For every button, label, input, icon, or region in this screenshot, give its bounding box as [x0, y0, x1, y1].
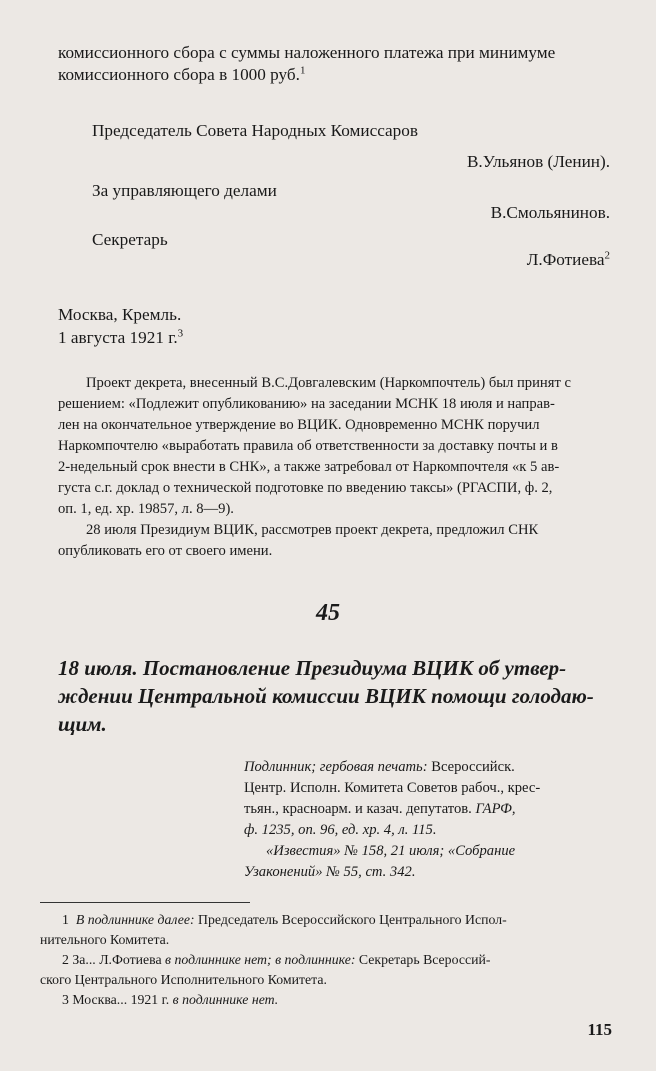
text-line: лен на окончательное утверждение во ВЦИК. Одновременно МСНК поручил: [58, 417, 540, 433]
source-line: «Известия» № 158, 21 июля; «Собрание: [266, 843, 516, 859]
place: Москва, Кремль.: [58, 305, 182, 324]
text-line: Проект декрета, внесенный В.С.Довгалевским (Наркомпочтель) был принят с: [86, 375, 571, 391]
chairman-name: В.Ульянов (Ленин).: [466, 152, 610, 171]
source-line: ф. 1235, оп. 96, ед. хр. 4, л. 115.: [244, 822, 437, 838]
footnote-line: [40, 950, 612, 970]
document-number: 45: [316, 600, 340, 626]
text-line: комиссионного сбора с суммы наложенного платежа при минимуме: [58, 43, 556, 62]
footnote-line: ского Центрального Исполнительного Комитета.: [40, 972, 327, 987]
top-continuation: [58, 42, 608, 86]
footnote-ref: 2: [604, 249, 610, 262]
footnote-text: Секретарь Всероссий-: [355, 952, 491, 967]
text-line: оп. 1, ед. хр. 19857, л. 8—9).: [58, 501, 234, 517]
text-line: 28 июля Президиум ВЦИК, рассмотрев проект декрета, предложил СНК: [86, 522, 539, 538]
footnote-text: Председатель Всероссийского Центрального Испол-: [194, 912, 507, 927]
footnote-line: [40, 990, 612, 1010]
source-note: [244, 757, 612, 883]
footnote-text: За... Л.Фотиева: [68, 952, 162, 967]
date: 1 августа 1921 г.: [58, 328, 178, 347]
commentary-paragraph-2: [58, 520, 608, 562]
source-archival-label: Подлинник; гербовая печать:: [244, 759, 428, 775]
secretary-title: Секретарь: [92, 230, 168, 249]
secretary-signature: [527, 250, 610, 270]
title-line: щим.: [58, 712, 107, 736]
title-line: ждении Центральной комиссии ВЦИК помощи голодаю-: [58, 684, 594, 708]
text-line: густа с.г. доклад о технической подготовке по введению таксы» (РГАСПИ, ф. 2,: [58, 480, 553, 496]
source-line: [244, 757, 612, 778]
text-line: [58, 64, 608, 86]
footnote-number: 1: [62, 912, 69, 927]
source-line: Центр. Исполн. Комитета Советов рабоч., крес-: [244, 780, 541, 796]
text-line: решением: «Подлежит опубликованию» на заседании МСНК 18 июля и направ-: [58, 396, 555, 412]
commentary-paragraph-1: [58, 373, 608, 520]
document-title: [58, 654, 618, 738]
footnote-italic: в подлиннике нет; в подлиннике:: [161, 952, 356, 967]
chairman-title: Председатель Совета Народных Комиссаров: [92, 121, 418, 140]
source-archive: ГАРФ,: [471, 801, 516, 817]
footnote-italic: в подлиннике нет.: [169, 992, 279, 1007]
page-number: 115: [587, 1020, 612, 1039]
footnote-text: Москва... 1921 г.: [68, 992, 170, 1007]
footnote-3: [40, 990, 612, 1010]
secretary-name: Л.Фотиева: [526, 250, 605, 269]
text-line-content: комиссионного сбора в 1000 руб.: [58, 65, 300, 84]
manager-name: В.Смольянинов.: [490, 203, 610, 222]
footnote-number: 3: [62, 992, 69, 1007]
footnote-ref: 3: [177, 327, 184, 340]
footnote-2: [40, 950, 612, 990]
title-line: 18 июля. Постановление Президиума ВЦИК об утвер-: [58, 656, 567, 680]
text-line: опубликовать его от своего имени.: [58, 543, 273, 559]
footnote-italic: В подлиннике далее:: [75, 912, 195, 927]
manager-title: За управляющего делами: [92, 181, 277, 200]
footnote-number: 2: [62, 952, 69, 967]
date-line: [58, 328, 183, 348]
footnote-line: [40, 910, 612, 930]
source-text: тьян., красноарм. и казач. депутатов.: [244, 801, 472, 817]
source-text: Всероссийск.: [427, 759, 515, 775]
source-line: Узаконений» № 55, ст. 342.: [244, 864, 416, 880]
source-line: [244, 799, 612, 820]
footnote-1: [40, 910, 612, 950]
text-line: 2-недельный срок внести в СНК», а также затребовал от Наркомпочтеля «к 5 ав-: [58, 459, 560, 475]
text-line: Наркомпочтелю «выработать правила об ответственности за доставку почты и в: [58, 438, 558, 454]
footnote-divider: [40, 902, 250, 903]
footnote-line: нительного Комитета.: [40, 932, 170, 947]
footnote-ref: 1: [299, 64, 306, 77]
